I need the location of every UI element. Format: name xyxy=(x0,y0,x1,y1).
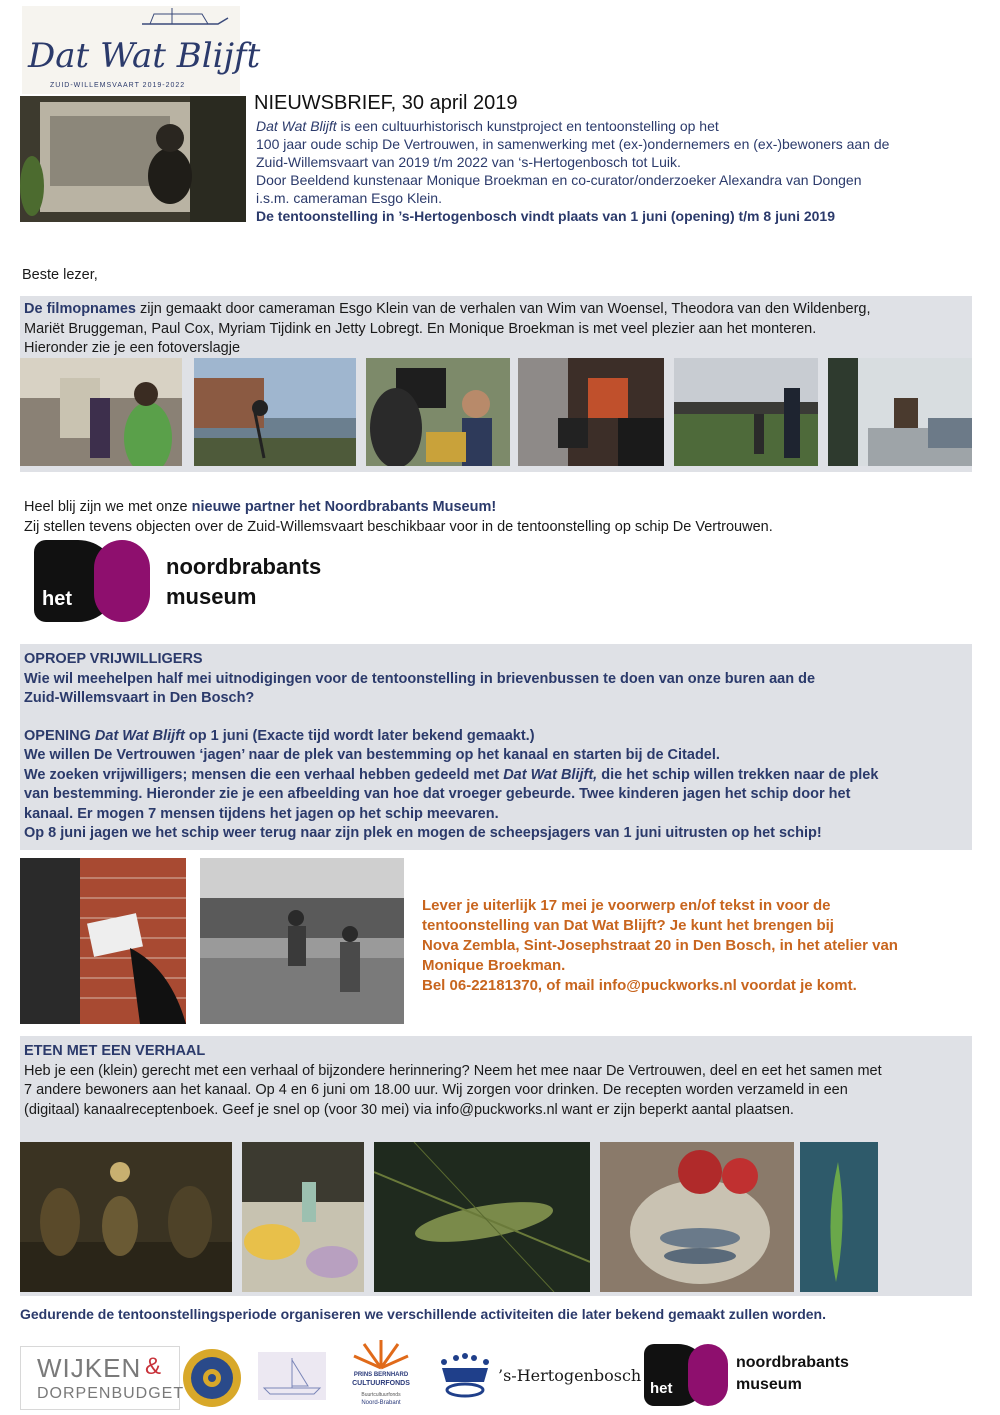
oproep-line-2: Zuid-Willemsvaart in Den Bosch? xyxy=(24,690,255,706)
eten-line-3: (digitaal) kanaalreceptenboek. Geef je snel op (voor 30 mei) via info@puckworks.nl want er zijn beperkt aantal plaatsen. xyxy=(24,1101,794,1118)
film-photo-4 xyxy=(518,358,664,466)
opening-line-2c: die het schip willen trekken naar de plek xyxy=(597,766,879,783)
wijken-amp: & xyxy=(145,1353,162,1380)
intro-exhibition-dates: De tentoonstelling in ’s-Hertogenbosch vindt plaats van 1 juni (opening) t/m 8 juni 2019 xyxy=(256,208,835,224)
partner-text xyxy=(24,498,969,537)
sun-rays-icon xyxy=(350,1336,412,1370)
pb-line-2: CULTUURFONDS xyxy=(352,1380,410,1387)
intro-italic: Dat Wat Blijft xyxy=(256,118,337,134)
oproep-line-1: Wie wil meehelpen half mei uitnodigingen voor de tentoonstelling in brievenbussen te doen van onze buren aan de xyxy=(24,670,816,687)
children-towing-photo xyxy=(200,858,404,1024)
lever-line-4: Monique Broekman. xyxy=(422,957,566,974)
lever-line-3: Nova Zembla, Sint-Josephstraat 20 in Den Bosch, in het atelier van xyxy=(422,937,898,954)
opening-italic: Dat Wat Blijft xyxy=(94,727,185,744)
prins-bernhard-cultuurfonds-logo xyxy=(350,1336,412,1412)
film-photo-3 xyxy=(366,358,510,466)
food-table-photo xyxy=(242,1142,364,1292)
film-photo-5 xyxy=(674,358,818,466)
pb-line-3: Buurtcultuurfonds xyxy=(361,1392,401,1398)
intro-text xyxy=(256,117,956,225)
opening-line-5: Op 8 juni jagen we het schip weer terug naar zijn plek en mogen de scheepsjagers van 1 juni uitrusten op het schip! xyxy=(24,825,822,841)
pb-line-4: Noord-Brabant xyxy=(361,1400,401,1406)
footer-logo-het: het xyxy=(650,1380,673,1397)
lever-text xyxy=(422,896,982,996)
fish-plate-painting xyxy=(600,1142,794,1292)
film-photo-6 xyxy=(828,358,972,466)
footer-noordbrabants-museum-logo xyxy=(644,1344,864,1408)
logo-name-1: noordbrabants xyxy=(166,554,322,579)
opening-line-2b: Dat Wat Blijft, xyxy=(503,766,598,783)
intro-line-3: Zuid-Willemsvaart van 2019 t/m 2022 van ‘s-Hertogenbosch tot Luik. xyxy=(256,154,681,170)
oproep-title: OPROEP VRIJWILLIGERS xyxy=(24,651,203,667)
film-photo-1 xyxy=(20,358,182,466)
crown-icon xyxy=(436,1352,494,1400)
oproep-text xyxy=(24,650,969,844)
footer-note: Gedurende de tentoonstellingsperiode organiseren we verschillende activiteiten die later bekend gemaakt zullen worden. xyxy=(20,1306,826,1322)
intro-line-2: 100 jaar oude schip De Vertrouwen, in samenwerking met (ex-)ondernemers en (ex-)bewoners aan de xyxy=(256,136,890,152)
partner-highlight: nieuwe partner het Noordbrabants Museum! xyxy=(191,499,497,515)
logo-text: Dat Wat Blijft xyxy=(28,36,261,76)
partner-line-2: Zij stellen tevens objecten over de Zuid-Willemsvaart beschikbaar voor in de tentoonstelling op schip De Vertrouwen. xyxy=(24,518,773,535)
logo-name-2: museum xyxy=(166,584,257,609)
film-lead: De filmopnames xyxy=(24,301,136,317)
green-painting xyxy=(800,1142,878,1292)
footer-logo-name-1: noordbrabants xyxy=(736,1354,849,1371)
lever-line-2: tentoonstelling van Dat Wat Blijft? Je kunt het brengen bij xyxy=(422,917,834,934)
intro-line-1: is een cultuurhistorisch kunstproject en tentoonstelling op het xyxy=(336,118,719,134)
logo-subtitle: ZUID-WILLEMSVAART 2019-2022 xyxy=(50,82,186,89)
rotary-logo xyxy=(182,1348,242,1408)
mailbox-photo xyxy=(20,858,186,1024)
lever-line-5: Bel 06-22181370, of mail info@puckworks.nl voordat je komt. xyxy=(422,977,857,994)
footer-logo-name-2: museum xyxy=(736,1376,802,1393)
project-logo xyxy=(22,6,261,94)
sponsor-wijken-dorpenbudget xyxy=(20,1346,185,1410)
hertogenbosch-label: ’s-Hertogenbosch xyxy=(498,1366,642,1385)
pb-line-1: PRINS BERNHARD xyxy=(353,1372,409,1378)
pike-fish-photo xyxy=(374,1142,590,1292)
wijken-label: WIJKEN xyxy=(37,1353,142,1383)
film-text xyxy=(24,300,969,359)
opening-line-1: We willen De Vertrouwen ‘jagen’ naar de plek van bestemming op het kanaal en starten bij de Citadel. xyxy=(24,747,720,763)
film-line-3: Hieronder zie je een fotoverslagje xyxy=(24,340,241,356)
opening-rest: op 1 juni (Exacte tijd wordt later bekend gemaakt.) xyxy=(184,727,535,744)
newsletter-title: NIEUWSBRIEF, 30 april 2019 xyxy=(254,92,518,114)
film-line-2: Mariët Bruggeman, Paul Cox, Myriam Tijdink en Jetty Lobregt. En Monique Broekman is met veel plezier aan het monteren. xyxy=(24,320,817,337)
boat-sketch-logo xyxy=(258,1352,326,1400)
lever-line-1: Lever je uiterlijk 17 mei je voorwerp en/of tekst in voor de xyxy=(422,897,831,914)
opening-label: OPENING xyxy=(24,727,95,744)
window-photo xyxy=(20,96,246,222)
noordbrabants-museum-logo xyxy=(34,540,334,624)
logo-het: het xyxy=(42,588,72,610)
eten-line-1: Heb je een (klein) gerecht met een verhaal of bijzondere herinnering? Neem het mee naar De Vertrouwen, deel en eet het samen met xyxy=(24,1062,882,1079)
opening-line-2a: We zoeken vrijwilligers; mensen die een verhaal hebben gedeeld met xyxy=(24,766,504,783)
eten-text xyxy=(24,1042,969,1120)
eten-line-2: 7 andere bewoners aan het kanaal. Op 4 en 6 juni om 18.00 uur. Wij zorgen voor drinken. De recepten worden verzameld in een xyxy=(24,1082,848,1098)
hertogenbosch-logo xyxy=(436,1352,642,1402)
film-photo-2 xyxy=(194,358,356,466)
opening-line-4: kanaal. Er mogen 7 mensen tijdens het jagen op het schip meevaren. xyxy=(24,805,499,822)
dorpenbudget-label: DORPENBUDGET xyxy=(37,1385,185,1402)
film-line-1: zijn gemaakt door cameraman Esgo Klein van de verhalen van Wim van Woensel, Theodora van den Wildenberg, xyxy=(136,301,871,317)
greeting: Beste lezer, xyxy=(22,267,98,283)
eten-title: ETEN MET EEN VERHAAL xyxy=(24,1043,206,1059)
intro-line-5: i.s.m. cameraman Esgo Klein. xyxy=(256,190,442,206)
intro-line-4: Door Beeldend kunstenaar Monique Broekman en co-curator/onderzoeker Alexandra van Dongen xyxy=(256,172,862,188)
partner-line-1a: Heel blij zijn we met onze xyxy=(24,499,192,515)
potato-eaters-painting xyxy=(20,1142,232,1292)
opening-line-3: van bestemming. Hieronder zie je een afbeelding van hoe dat vroeger gebeurde. Twee kinderen jagen het schip door het xyxy=(24,786,851,802)
